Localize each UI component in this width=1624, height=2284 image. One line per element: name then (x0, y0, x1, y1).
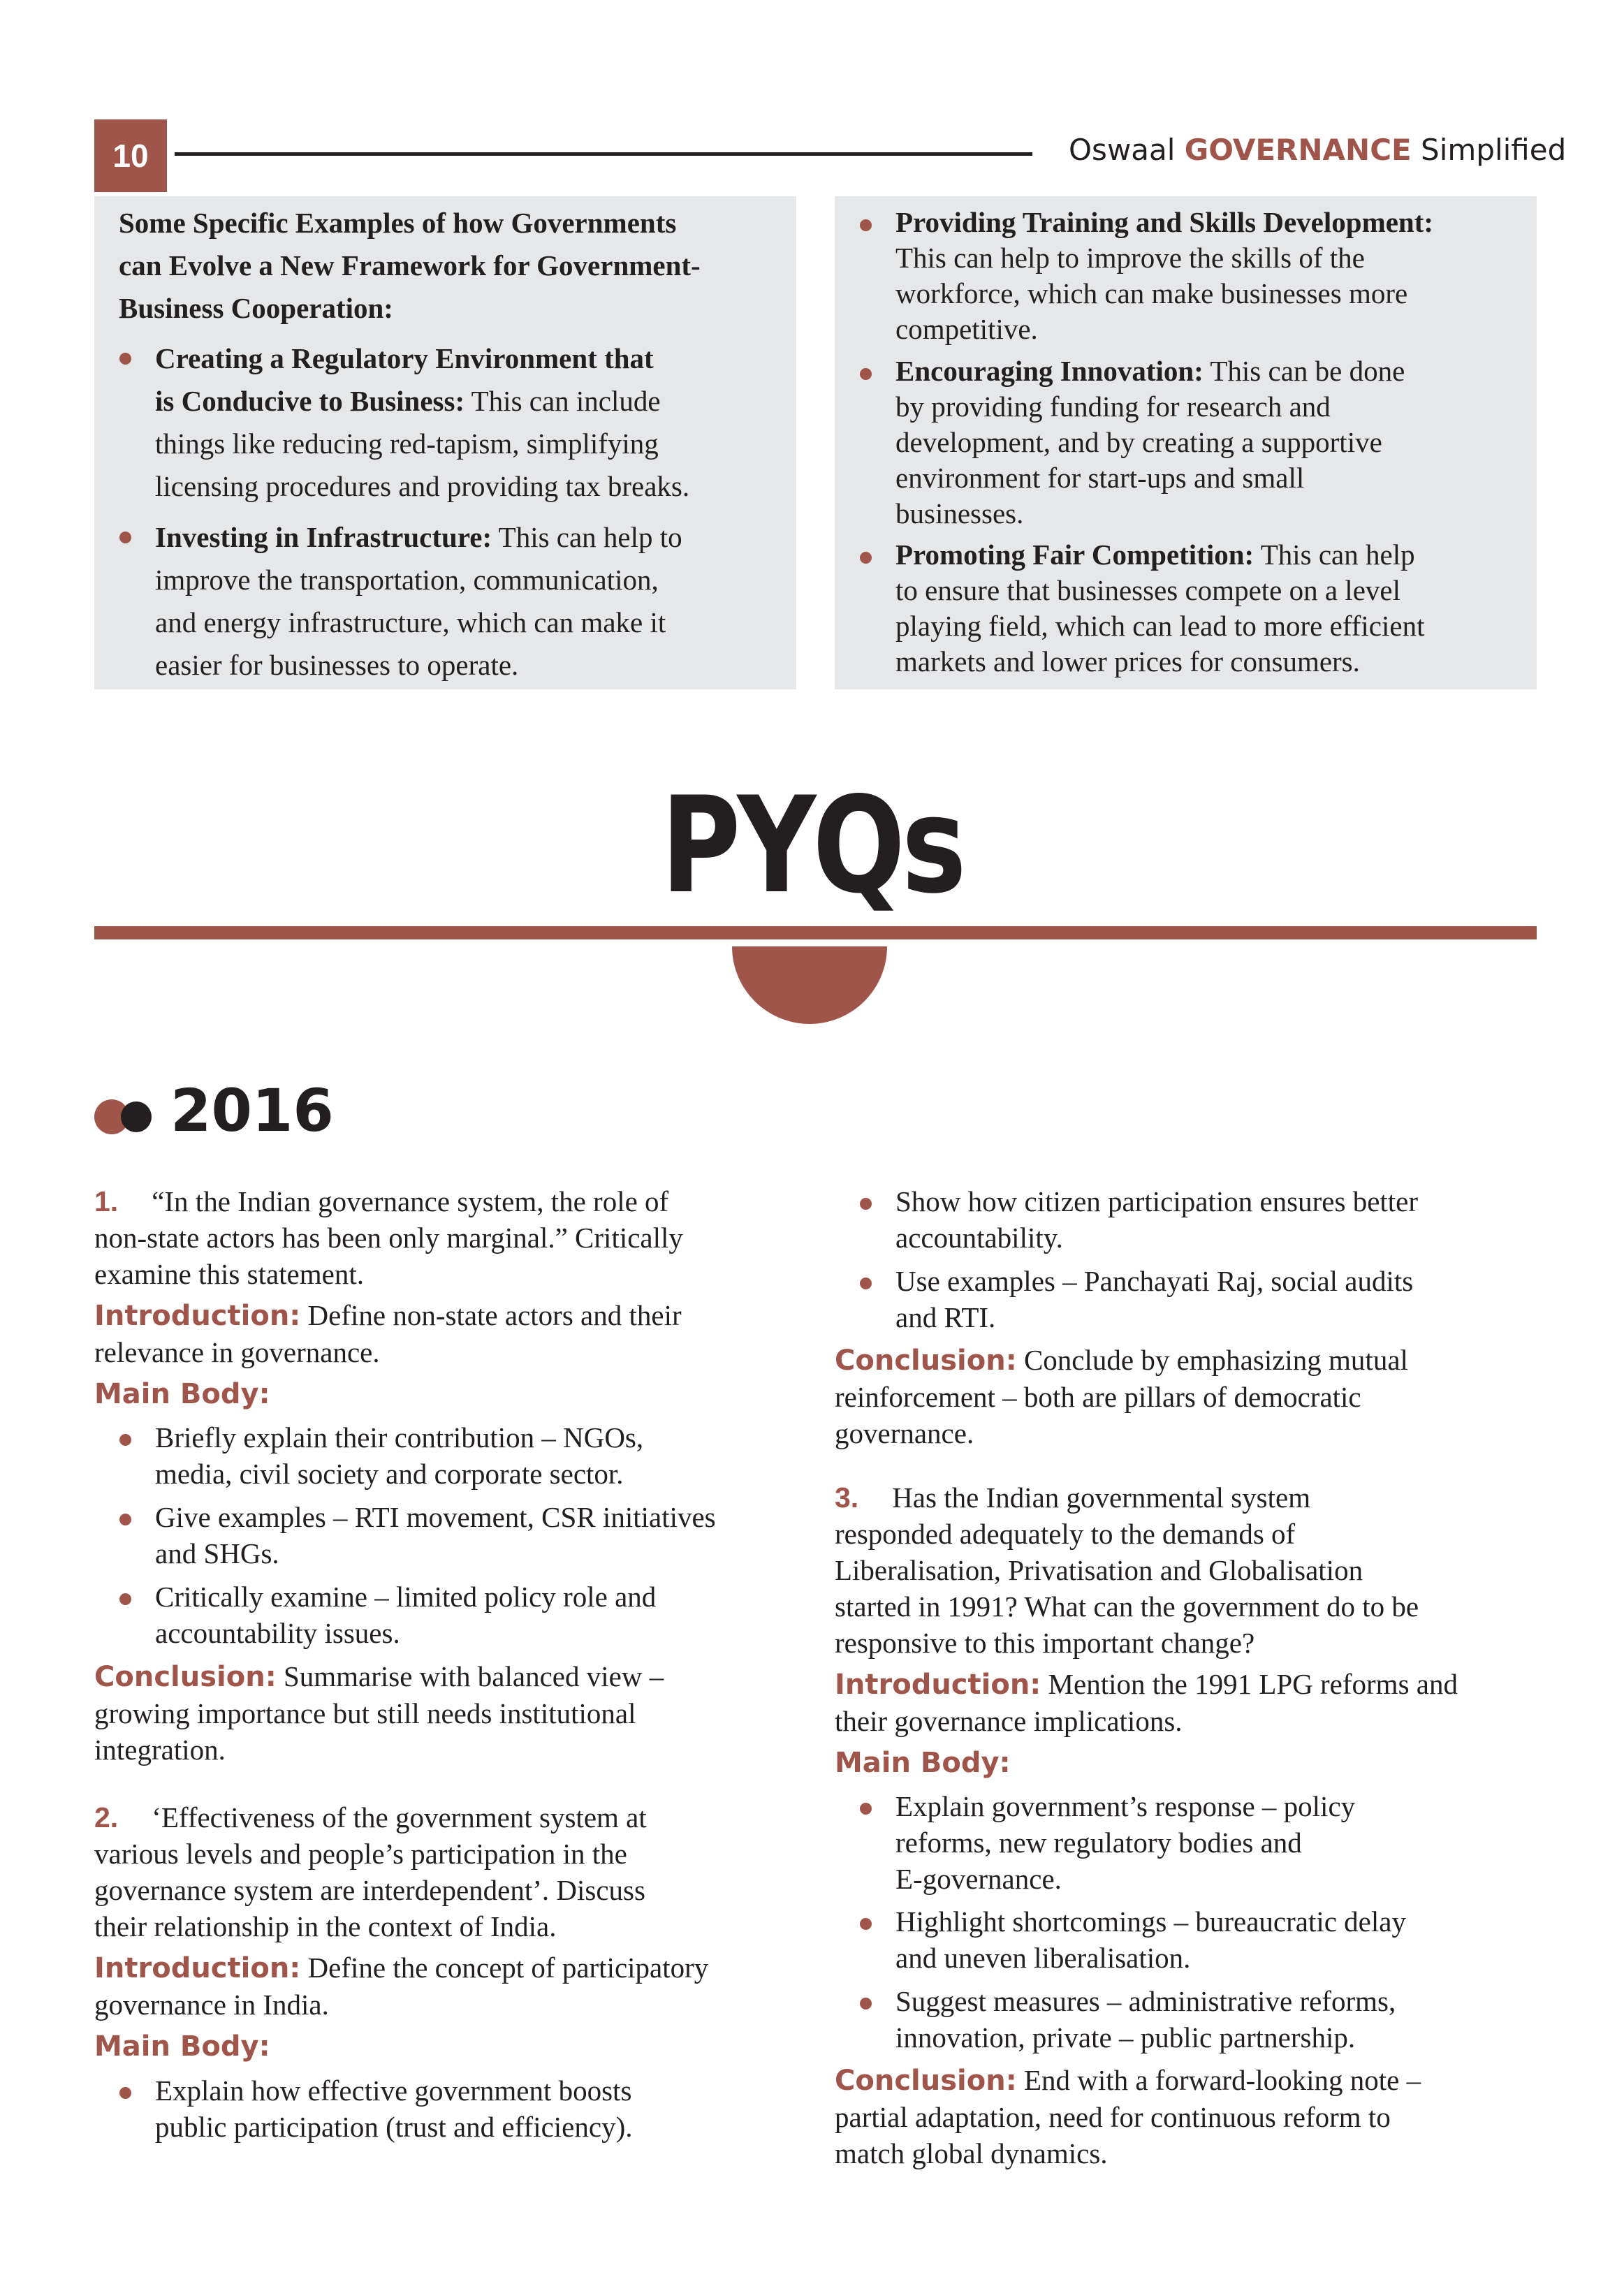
main-body-label: Main Body: (835, 1747, 1011, 1779)
list-item-text: and SHGs. (155, 1537, 279, 1569)
list-item-text: accountability issues. (155, 1617, 400, 1649)
list-item-text: Explain government’s response – policy (895, 1790, 1356, 1822)
question-text: responsive to this important change? (835, 1627, 1255, 1659)
box-item-text: This can be done (1203, 355, 1405, 387)
question-text: Has the Indian governmental system (892, 1481, 1311, 1514)
section-title: PYQs (661, 768, 963, 923)
list-item-text: Give examples – RTI movement, CSR initiatives (155, 1501, 716, 1533)
box-item-text: by providing funding for research and (895, 390, 1331, 423)
box-item-text: licensing procedures and providing tax breaks. (155, 470, 690, 502)
box-item-text: development, and by creating a supportive (895, 426, 1382, 458)
q3-introduction (835, 1666, 1540, 1739)
year-dot-icon (121, 1101, 152, 1132)
list-item-text: media, civil society and corporate sector. (155, 1458, 624, 1490)
box-item-text: easier for businesses to operate. (155, 649, 519, 681)
question-text: examine this statement. (94, 1258, 364, 1290)
list-item (155, 1579, 805, 1651)
list-item-text: innovation, private – public partnership. (895, 2021, 1356, 2054)
list-item (895, 1903, 1538, 1976)
box-item-text: This can help (1254, 539, 1415, 571)
q2-conclusion (835, 1342, 1540, 1451)
box-item (895, 537, 1528, 680)
bullet-icon (860, 552, 872, 564)
box-item-heading: Creating a Regulatory Environment that (155, 342, 654, 374)
conclusion-label: Conclusion: (835, 2065, 1017, 2097)
brand-suffix: Simplified (1411, 133, 1567, 167)
answer-text: relevance in governance. (94, 1336, 380, 1368)
list-item (155, 2072, 805, 2145)
box-item (155, 516, 787, 687)
bullet-icon (860, 1278, 872, 1289)
semicircle-ornament (732, 946, 887, 1024)
header-rule (175, 152, 1032, 156)
answer-text: growing importance but still needs institutional (94, 1697, 636, 1729)
list-item-text: accountability. (895, 1222, 1063, 1254)
list-item-text: and uneven liberalisation. (895, 1942, 1191, 1974)
box-item-text: This can help to (492, 521, 682, 553)
list-item-text: Highlight shortcomings – bureaucratic delay (895, 1905, 1406, 1938)
question-number: 1. (94, 1185, 119, 1217)
question-text: their relationship in the context of India. (94, 1910, 557, 1942)
bullet-icon (119, 1514, 131, 1525)
answer-text: integration. (94, 1734, 226, 1766)
answer-text: Define the concept of participatory (300, 1952, 709, 1984)
list-item-text: and RTI. (895, 1301, 996, 1333)
question-text: ‘Effectiveness of the government system at (152, 1801, 647, 1833)
conclusion-label: Conclusion: (835, 1345, 1017, 1377)
box-item-text: playing field, which can lead to more efficient (895, 610, 1425, 642)
brand-prefix: Oswaal (1069, 133, 1185, 167)
introduction-label: Introduction: (94, 1952, 301, 1984)
list-item-text: reforms, new regulatory bodies and (895, 1827, 1302, 1859)
box-item-heading: Encouraging Innovation: (895, 355, 1204, 387)
q2-introduction (94, 1949, 800, 2023)
question-3 (835, 1479, 1540, 1661)
box-item-text: This can help to improve the skills of the (895, 242, 1365, 274)
box-item-text: improve the transportation, communication, (155, 564, 659, 596)
q1-conclusion (94, 1658, 800, 1768)
box-item-text: markets and lower prices for consumers. (895, 645, 1360, 678)
answer-text: Summarise with balanced view – (276, 1660, 664, 1692)
list-item-text: Briefly explain their contribution – NGOs, (155, 1421, 644, 1454)
list-item (155, 1419, 805, 1492)
list-item (895, 1983, 1538, 2056)
box-item (155, 337, 787, 508)
list-item-text: public participation (trust and efficiency). (155, 2111, 633, 2143)
box-item (895, 353, 1528, 532)
list-item-text: Suggest measures – administrative reforms, (895, 1985, 1396, 2017)
list-item (895, 1788, 1538, 1897)
box-item (895, 205, 1528, 347)
main-body-label: Main Body: (94, 2030, 270, 2063)
box-item-heading: Investing in Infrastructure: (155, 521, 492, 553)
book-title (1069, 133, 1567, 167)
box-item-text: and energy infrastructure, which can make it (155, 606, 666, 638)
box-item-text: things like reducing red-tapism, simplifying (155, 427, 659, 460)
bullet-icon (860, 368, 872, 380)
introduction-label: Introduction: (94, 1300, 301, 1332)
list-item (155, 1499, 805, 1572)
box-title-line: Business Cooperation: (119, 292, 393, 324)
list-item-text: Show how citizen participation ensures better (895, 1185, 1419, 1217)
answer-text: match global dynamics. (835, 2137, 1108, 2169)
question-number: 3. (835, 1481, 859, 1514)
answer-text: partial adaptation, need for continuous reform to (835, 2101, 1391, 2133)
question-text: non-state actors has been only marginal.” Critically (94, 1222, 683, 1254)
box-title (119, 202, 761, 330)
question-number: 2. (94, 1801, 119, 1833)
question-text: responded adequately to the demands of (835, 1518, 1296, 1550)
q1-introduction (94, 1297, 800, 1370)
answer-text: governance in India. (94, 1989, 329, 2021)
list-item-text: Use examples – Panchayati Raj, social audits (895, 1265, 1414, 1297)
bullet-icon (860, 1198, 872, 1210)
bullet-icon (119, 1434, 131, 1446)
list-item-text: E-governance. (895, 1863, 1062, 1895)
conclusion-label: Conclusion: (94, 1661, 277, 1693)
question-2 (94, 1799, 800, 1945)
question-text: various levels and people’s participation in the (94, 1838, 627, 1870)
box-title-line: Some Specific Examples of how Governments (119, 207, 677, 239)
section-rule (94, 926, 1537, 939)
bullet-icon (860, 219, 872, 231)
question-text: “In the Indian governance system, the role of (152, 1185, 669, 1217)
bullet-icon (119, 532, 131, 543)
year-heading: 2016 (170, 1076, 334, 1145)
box-title-line: can Evolve a New Framework for Government- (119, 249, 701, 281)
box-item-heading: Providing Training and Skills Development: (895, 206, 1434, 238)
q3-conclusion (835, 2062, 1540, 2172)
box-item-text: This can include (464, 385, 661, 417)
box-item-text: environment for start-ups and small (895, 462, 1305, 494)
bullet-icon (119, 1593, 131, 1605)
brand-accent: GOVERNANCE (1184, 133, 1412, 167)
bullet-icon (119, 2087, 131, 2099)
answer-text: governance. (835, 1417, 974, 1449)
bullet-icon (860, 1918, 872, 1930)
answer-text: Define non-state actors and their (300, 1299, 682, 1331)
introduction-label: Introduction: (835, 1669, 1041, 1701)
page-number: 10 (94, 119, 167, 192)
question-text: started in 1991? What can the government do to be (835, 1590, 1419, 1623)
answer-text: Mention the 1991 LPG reforms and (1041, 1668, 1458, 1700)
bullet-icon (860, 1803, 872, 1815)
question-1 (94, 1183, 800, 1292)
list-item-text: Critically examine – limited policy role and (155, 1581, 657, 1613)
box-item-heading: is Conducive to Business: (155, 385, 465, 417)
list-item (895, 1263, 1538, 1335)
box-item-text: businesses. (895, 497, 1024, 529)
answer-text: reinforcement – both are pillars of democratic (835, 1381, 1361, 1413)
box-item-text: competitive. (895, 313, 1038, 345)
box-item-text: workforce, which can make businesses more (895, 277, 1408, 309)
box-item-heading: Promoting Fair Competition: (895, 539, 1254, 571)
answer-text: Conclude by emphasizing mutual (1016, 1344, 1408, 1376)
question-text: governance system are interdependent’. Discuss (94, 1874, 645, 1906)
answer-text: End with a forward-looking note – (1016, 2064, 1421, 2096)
question-text: Liberalisation, Privatisation and Globalisation (835, 1554, 1363, 1586)
list-item (895, 1183, 1538, 1256)
list-item-text: Explain how effective government boosts (155, 2074, 632, 2107)
main-body-label: Main Body: (94, 1378, 270, 1410)
box-item-text: to ensure that businesses compete on a level (895, 574, 1400, 606)
bullet-icon (860, 1998, 872, 2010)
bullet-icon (119, 353, 131, 365)
answer-text: their governance implications. (835, 1705, 1183, 1737)
